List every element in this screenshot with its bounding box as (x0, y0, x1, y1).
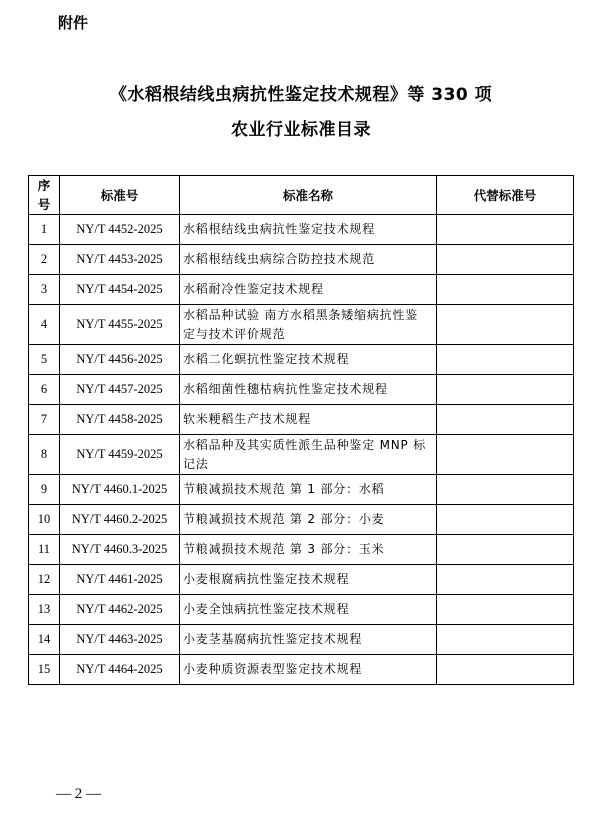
cell-replaces (437, 655, 574, 685)
cell-code: NY/T 4456-2025 (60, 345, 180, 375)
cell-code: NY/T 4463-2025 (60, 625, 180, 655)
cell-replaces (437, 215, 574, 245)
cell-replaces (437, 375, 574, 405)
page-subtitle: 农业行业标准目录 (231, 120, 371, 140)
cell-name: 水稻细菌性穗枯病抗性鉴定技术规程 (180, 375, 437, 405)
cell-code: NY/T 4461-2025 (60, 565, 180, 595)
cell-no: 10 (29, 505, 60, 535)
cell-name: 节粮减损技术规范 第 1 部分：水稻 (180, 475, 437, 505)
cell-replaces (437, 305, 574, 345)
cell-no: 9 (29, 475, 60, 505)
cell-code: NY/T 4453-2025 (60, 245, 180, 275)
table-row (29, 375, 574, 405)
cell-no: 7 (29, 405, 60, 435)
table-header-row (29, 176, 574, 215)
cell-no: 15 (29, 655, 60, 685)
cell-name-line1: 水稻品种及其实质性派生品种鉴定 MNP 标 (183, 437, 426, 452)
cell-name: 水稻二化螟抗性鉴定技术规程 (180, 345, 437, 375)
cell-code: NY/T 4460.3-2025 (60, 535, 180, 565)
table-row (29, 345, 574, 375)
cell-replaces (437, 245, 574, 275)
cell-code: NY/T 4457-2025 (60, 375, 180, 405)
attachment-label: 附件 (58, 14, 89, 32)
cell-name: 小麦全蚀病抗性鉴定技术规程 (180, 595, 437, 625)
cell-name: 小麦种质资源表型鉴定技术规程 (180, 655, 437, 685)
cell-name: 小麦茎基腐病抗性鉴定技术规程 (180, 625, 437, 655)
table-row (29, 475, 574, 505)
cell-name: 水稻根结线虫病抗性鉴定技术规程 (180, 215, 437, 245)
cell-replaces (437, 595, 574, 625)
cell-no: 1 (29, 215, 60, 245)
table-row (29, 655, 574, 685)
page-title: 《水稻根结线虫病抗性鉴定技术规程》等 330 项 (109, 85, 493, 105)
table-row (29, 625, 574, 655)
cell-replaces (437, 535, 574, 565)
table-row (29, 505, 574, 535)
cell-no: 13 (29, 595, 60, 625)
cell-code: NY/T 4455-2025 (60, 305, 180, 345)
cell-name-line2: 定与技术评价规范 (183, 326, 286, 341)
cell-replaces (437, 405, 574, 435)
cell-name: 软米粳稻生产技术规程 (180, 405, 437, 435)
cell-replaces (437, 345, 574, 375)
standards-table (28, 175, 574, 685)
table-row (29, 435, 574, 475)
cell-name: 小麦根腐病抗性鉴定技术规程 (180, 565, 437, 595)
cell-code: NY/T 4458-2025 (60, 405, 180, 435)
cell-name-line2: 记法 (183, 456, 209, 471)
column-header-name: 标准名称 (180, 176, 437, 215)
cell-code: NY/T 4460.2-2025 (60, 505, 180, 535)
cell-name: 节粮减损技术规范 第 3 部分：玉米 (180, 535, 437, 565)
cell-replaces (437, 435, 574, 475)
cell-code: NY/T 4452-2025 (60, 215, 180, 245)
cell-no: 12 (29, 565, 60, 595)
cell-no: 4 (29, 305, 60, 345)
cell-code: NY/T 4454-2025 (60, 275, 180, 305)
cell-name (180, 305, 437, 345)
table-row (29, 245, 574, 275)
cell-code: NY/T 4462-2025 (60, 595, 180, 625)
cell-replaces (437, 505, 574, 535)
table-row (29, 535, 574, 565)
column-header-replaces: 代替标准号 (437, 176, 574, 215)
cell-replaces (437, 565, 574, 595)
cell-replaces (437, 625, 574, 655)
cell-code: NY/T 4464-2025 (60, 655, 180, 685)
table-row (29, 595, 574, 625)
cell-no: 2 (29, 245, 60, 275)
column-header-code: 标准号 (60, 176, 180, 215)
table-row (29, 275, 574, 305)
cell-no: 6 (29, 375, 60, 405)
page-number: — 2 — (56, 786, 101, 802)
cell-name: 节粮减损技术规范 第 2 部分：小麦 (180, 505, 437, 535)
cell-no: 11 (29, 535, 60, 565)
cell-code: NY/T 4459-2025 (60, 435, 180, 475)
cell-no: 8 (29, 435, 60, 475)
cell-code: NY/T 4460.1-2025 (60, 475, 180, 505)
cell-name (180, 435, 437, 475)
cell-name: 水稻耐冷性鉴定技术规程 (180, 275, 437, 305)
table-row (29, 305, 574, 345)
cell-no: 14 (29, 625, 60, 655)
cell-replaces (437, 475, 574, 505)
cell-name: 水稻根结线虫病综合防控技术规范 (180, 245, 437, 275)
table-row (29, 405, 574, 435)
column-header-no: 序号 (29, 176, 60, 215)
cell-no: 5 (29, 345, 60, 375)
table-row (29, 565, 574, 595)
table-row (29, 215, 574, 245)
cell-name-line1: 水稻品种试验 南方水稻黑条矮缩病抗性鉴 (183, 307, 419, 322)
cell-replaces (437, 275, 574, 305)
cell-no: 3 (29, 275, 60, 305)
